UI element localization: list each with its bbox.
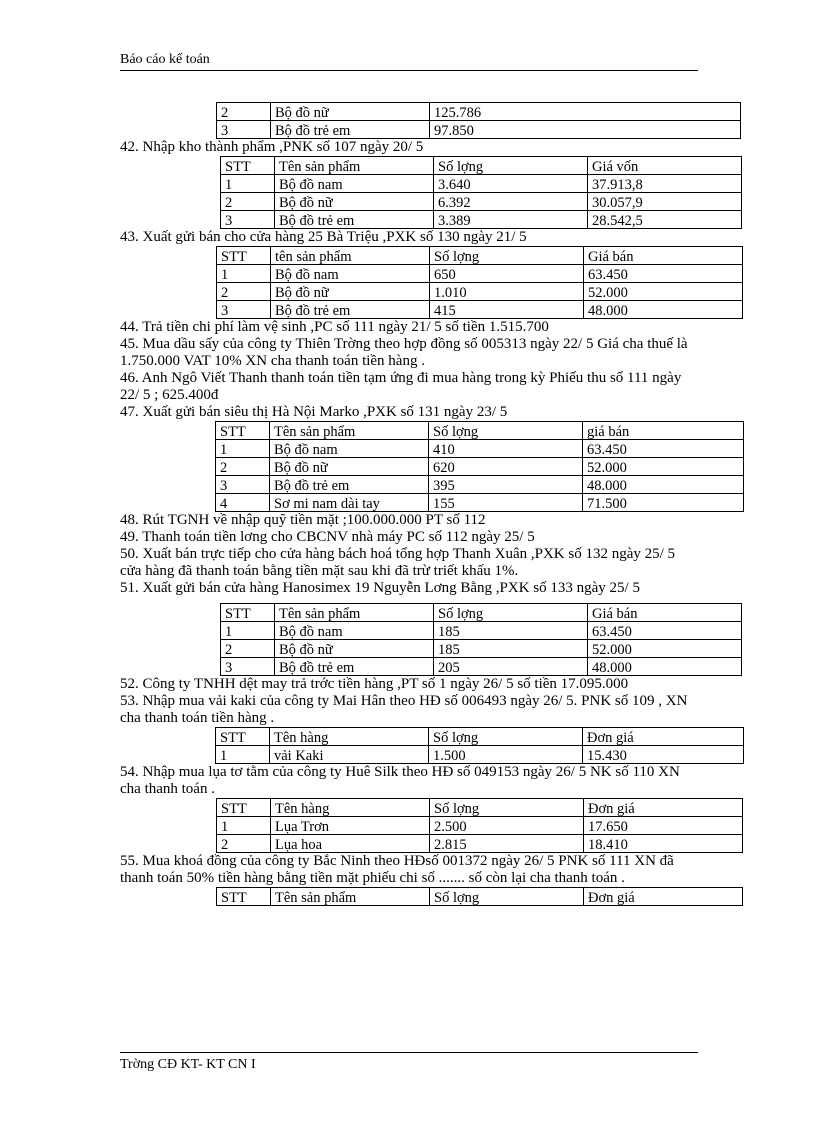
table-cell: Bộ đồ nữ (275, 193, 434, 211)
table-cell: STT (221, 157, 275, 175)
table-cell: Bộ đồ trẻ em (271, 121, 430, 139)
item-49: 49. Thanh toán tiền lơng cho CBCNV nhà máy PC số 112 ngày 25/ 5 (120, 529, 535, 545)
table-cell: Giá bán (588, 604, 742, 622)
table-cell: 185 (434, 622, 588, 640)
table-cell: Bộ đồ nữ (271, 283, 430, 301)
table-cell: 155 (429, 494, 583, 512)
table-cell: 71.500 (583, 494, 744, 512)
table-cell: 410 (429, 440, 583, 458)
item-47: 47. Xuất gửi bán siêu thị Hà Nội Marko ,PXK số 131 ngày 23/ 5 (120, 404, 508, 420)
table-cell: giá bán (583, 422, 744, 440)
table-cell: 37.913,8 (588, 175, 742, 193)
table-cell: STT (217, 799, 271, 817)
item-51: 51. Xuất gửi bán cửa hàng Hanosimex 19 Nguyễn Lơng Bằng ,PXK số 133 ngày 25/ 5 (120, 580, 640, 596)
table-cell: 185 (434, 640, 588, 658)
table-cell: Tên sản phẩm (271, 888, 430, 906)
item-43: 43. Xuất gửi bán cho cửa hàng 25 Bà Triệu ,PXK số 130 ngày 21/ 5 (120, 229, 527, 245)
item-50: 50. Xuất bán trực tiếp cho cửa hàng bách hoá tổng hợp Thanh Xuân ,PXK số 132 ngày 25/ 5 cửa hàng đã thanh toán bằng tiền mặt sau khi đã trừ triết khấu 1%. (120, 546, 676, 579)
table-cell: Bộ đồ nam (275, 622, 434, 640)
table-row (221, 157, 742, 175)
table-item-43 (216, 246, 743, 319)
table-cell: 48.000 (584, 301, 743, 319)
table-cell: Số lợng (429, 728, 583, 746)
table-cell: 1 (216, 440, 270, 458)
table-cell: STT (217, 247, 271, 265)
table-cell: Số lợng (430, 799, 584, 817)
table-cell: 2.500 (430, 817, 584, 835)
table-cell: Bộ đồ nữ (271, 103, 430, 121)
table-cell: Tên sản phẩm (275, 604, 434, 622)
table-row (217, 301, 743, 319)
item-48: 48. Rút TGNH về nhập quỹ tiền mặt ;100.000.000 PT số 112 (120, 512, 486, 528)
page-content (120, 102, 700, 906)
table-row (217, 835, 743, 853)
table-cell: Bộ đồ trẻ em (270, 476, 429, 494)
table-cell: 2 (217, 103, 271, 121)
table-cell: 3 (216, 476, 270, 494)
table-cell: Tên sản phẩm (275, 157, 434, 175)
table-cell: 2.815 (430, 835, 584, 853)
table-cell: STT (216, 422, 270, 440)
table-row (216, 494, 744, 512)
table-cell: 63.450 (584, 265, 743, 283)
table-cell: 17.650 (584, 817, 743, 835)
table-cell: Bộ đồ nam (275, 175, 434, 193)
table-cell: 3 (217, 301, 271, 319)
table-cell: STT (217, 888, 271, 906)
table-row (216, 440, 744, 458)
table-cell: 1 (217, 265, 271, 283)
table-cell: 1 (221, 622, 275, 640)
table-row (216, 458, 744, 476)
table-cell: Giá vốn (588, 157, 742, 175)
table-row (221, 175, 742, 193)
table-cell: STT (221, 604, 275, 622)
table-cell: 1.010 (430, 283, 584, 301)
table-row (221, 211, 742, 229)
table-item-54 (216, 798, 743, 853)
table-cell: Lụa hoa (271, 835, 430, 853)
table-cell: Bộ đồ nam (270, 440, 429, 458)
table-row (221, 604, 742, 622)
table-cell: 4 (216, 494, 270, 512)
table-cell: Lụa Trơn (271, 817, 430, 835)
page-header: Báo cáo kế toán (120, 52, 698, 71)
table-row (217, 265, 743, 283)
table-cell: Số lợng (429, 422, 583, 440)
table-row (221, 658, 742, 676)
table-cell: Bộ đồ nữ (270, 458, 429, 476)
table-cell: 125.786 (430, 103, 741, 121)
table-cell: Tên hàng (270, 728, 429, 746)
table-cell: Bộ đồ trẻ em (275, 211, 434, 229)
table-cell: vải Kaki (270, 746, 429, 764)
item-46: 46. Anh Ngô Viết Thanh thanh toán tiền tạm ứng đi mua hàng trong kỳ Phiếu thu số 111 ngày 22/ 5 ; 625.400đ (120, 370, 682, 403)
table-cell: Bộ đồ nam (271, 265, 430, 283)
table-cell: Số lợng (430, 247, 584, 265)
table-cell: Số lợng (430, 888, 584, 906)
table-cell: 30.057,9 (588, 193, 742, 211)
table-cell: 1 (216, 746, 270, 764)
table-cell: Tên hàng (271, 799, 430, 817)
table-cell: 3 (217, 121, 271, 139)
table-cell: Đơn giá (583, 728, 744, 746)
table-cell: 15.430 (583, 746, 744, 764)
table-row (217, 121, 741, 139)
table-cell: 48.000 (583, 476, 744, 494)
table-cell: 63.450 (583, 440, 744, 458)
table-cell: Đơn giá (584, 799, 743, 817)
table-row (217, 103, 741, 121)
table-cell: Sơ mi nam dài tay (270, 494, 429, 512)
table-cell: 2 (221, 640, 275, 658)
table-row (221, 640, 742, 658)
table-cell: Giá bán (584, 247, 743, 265)
table-cell: 1 (221, 175, 275, 193)
table-cell: Số lợng (434, 157, 588, 175)
table-cell: 1.500 (429, 746, 583, 764)
table-row (216, 746, 744, 764)
table-cell: 3 (221, 211, 275, 229)
table-cell: 1 (217, 817, 271, 835)
table-row (217, 283, 743, 301)
table-item-53 (215, 727, 744, 764)
table-cell: tên sản phẩm (271, 247, 430, 265)
table-item-55 (216, 887, 743, 906)
table-cell: 3.640 (434, 175, 588, 193)
item-55: 55. Mua khoá đồng của công ty Bắc Ninh theo HĐsố 001372 ngày 26/ 5 PNK số 111 XN đã thanh toán 50% tiền hàng bằng tiền mặt phiếu chi số ....... số còn lại cha thanh toán . (120, 853, 674, 886)
item-44: 44. Trả tiền chi phí làm vệ sinh ,PC số 111 ngày 21/ 5 số tiền 1.515.700 (120, 319, 549, 335)
item-53: 53. Nhập mua vải kaki của công ty Mai Hân theo HĐ số 006493 ngày 26/ 5. PNK số 109 , XN cha thanh toán tiền hàng . (120, 693, 688, 726)
table-cell: Tên sản phẩm (270, 422, 429, 440)
table-cell: 650 (430, 265, 584, 283)
table-row (217, 817, 743, 835)
table-row (216, 422, 744, 440)
table-cell: 63.450 (588, 622, 742, 640)
table-cell: 205 (434, 658, 588, 676)
table-cell: 18.410 (584, 835, 743, 853)
table-cell: Bộ đồ trẻ em (271, 301, 430, 319)
table-cell: 415 (430, 301, 584, 319)
table-cell: Đơn giá (584, 888, 743, 906)
table-cell: 28.542,5 (588, 211, 742, 229)
table-cell: 3.389 (434, 211, 588, 229)
table-cell: Số lợng (434, 604, 588, 622)
table-item-47 (215, 421, 744, 512)
table-cell: 3 (221, 658, 275, 676)
item-45: 45. Mua dầu sấy của công ty Thiên Trờng theo hợp đồng số 005313 ngày 22/ 5 Giá cha thuế là 1.750.000 VAT 10% XN cha thanh toán tiền hàng . (120, 336, 688, 369)
table-cell: 52.000 (583, 458, 744, 476)
table-cell: 2 (216, 458, 270, 476)
table-cell: Bộ đồ nữ (275, 640, 434, 658)
item-42: 42. Nhập kho thành phẩm ,PNK số 107 ngày 20/ 5 (120, 139, 424, 155)
table-cell: 2 (221, 193, 275, 211)
table-cell: 6.392 (434, 193, 588, 211)
table-cell: Bộ đồ trẻ em (275, 658, 434, 676)
table-row (221, 622, 742, 640)
table-row (221, 193, 742, 211)
table-cell: 97.850 (430, 121, 741, 139)
table-row (216, 728, 744, 746)
table-row (216, 476, 744, 494)
page-footer: Trờng CĐ KT- KT CN I (120, 1052, 698, 1073)
table-cell: 620 (429, 458, 583, 476)
table-cell: 2 (217, 835, 271, 853)
item-54: 54. Nhập mua lụa tơ tằm của công ty Huê Silk theo HĐ số 049153 ngày 26/ 5 NK số 110 XN cha thanh toán . (120, 764, 680, 797)
table-item-51 (220, 603, 742, 676)
table-cell: 48.000 (588, 658, 742, 676)
table-row (217, 799, 743, 817)
table-row (217, 888, 743, 906)
table-cell: 2 (217, 283, 271, 301)
table-cell: 395 (429, 476, 583, 494)
table-cell: 52.000 (584, 283, 743, 301)
table-row (217, 247, 743, 265)
table-cell: 52.000 (588, 640, 742, 658)
table-cell: STT (216, 728, 270, 746)
table-prev-items (216, 102, 741, 139)
item-52: 52. Công ty TNHH dệt may trả trớc tiền hàng ,PT số 1 ngày 26/ 5 số tiền 17.095.000 (120, 676, 629, 692)
table-item-42 (220, 156, 742, 229)
